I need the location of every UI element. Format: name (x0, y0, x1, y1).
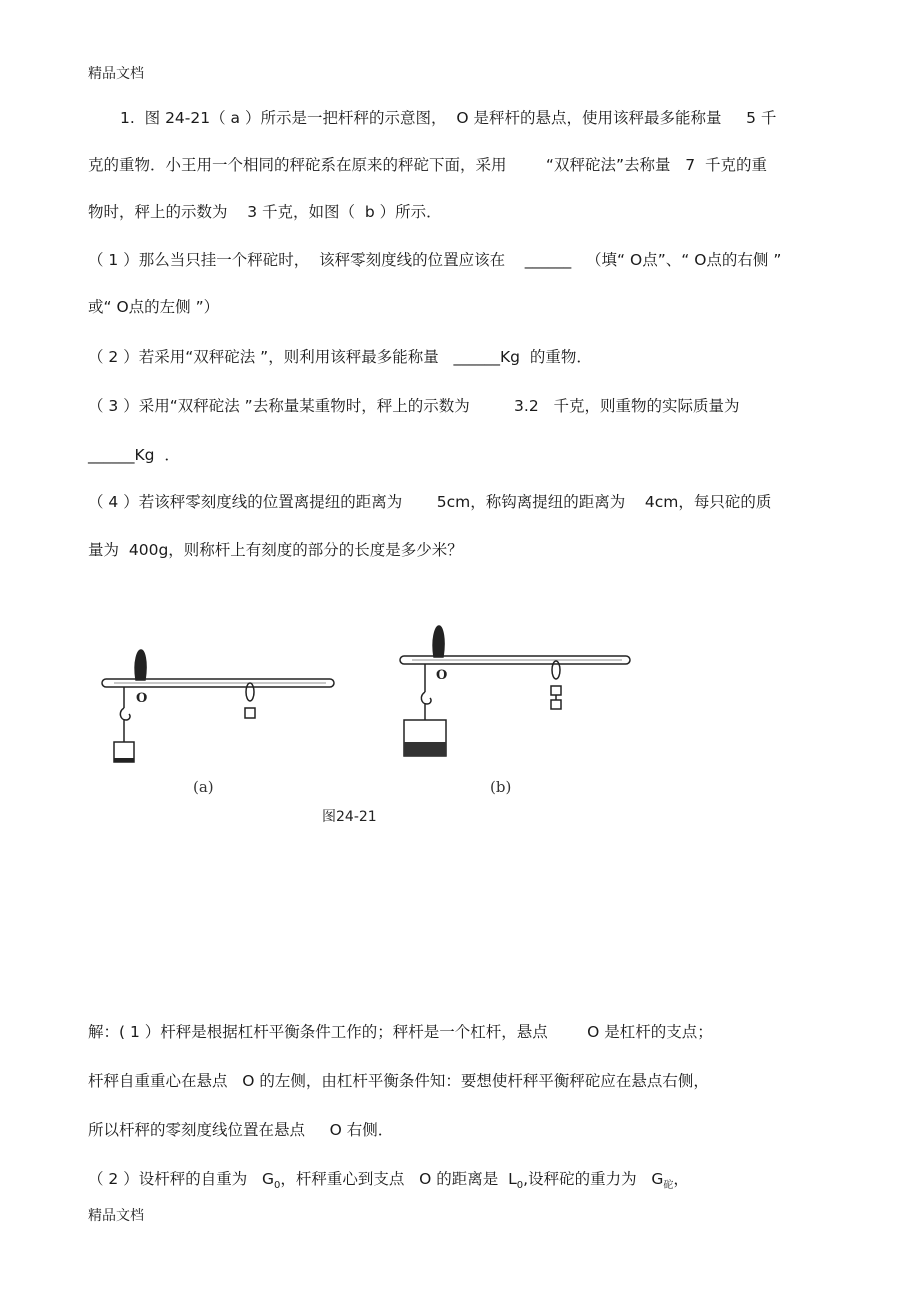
steelyard-b (400, 626, 630, 756)
solution-line-1: 解：( 1 ）杆秤是根据杠杆平衡条件工作的；秤杆是一个杠杆，悬点 O 是杠杆的支点； (88, 1023, 713, 1041)
solution-part2-mid1: ，杆秤重心到支点 O 的距离是 L (280, 1170, 517, 1188)
pivot-label-a: O (136, 691, 148, 706)
question-part3-line-2: ______Kg ． (88, 446, 180, 464)
solution-line-3: 所以杆秤的零刻度线位置在悬点 O 右侧． (88, 1121, 394, 1139)
solution-part2-mid2: ,设秤砣的重力为 G (523, 1170, 664, 1188)
steelyard-figure (90, 620, 650, 840)
question-part4-line-2: 量为 400g，则称杆上有刻度的部分的长度是多少米？ (88, 541, 463, 559)
lift-handle-b (433, 626, 444, 657)
figure-label-b: (b) (490, 778, 512, 796)
question-part4-line-1: （ 4 ）若该秤零刻度线的位置离提纽的距离为 5cm，称钩离提纽的距离为 4cm，每只砣的质 (88, 493, 772, 511)
page-header: 精品文档 (88, 66, 144, 82)
steelyard-a (102, 650, 334, 762)
question-intro-line-2: 克的重物．小王用一个相同的秤砣系在原来的秤砣下面，采用 “双秤砣法”去称量 7 千克的重 (88, 156, 767, 174)
solution-part2-line (88, 1169, 689, 1196)
figure-label-a: (a) (193, 778, 214, 796)
counterpoise-b-lower (551, 700, 561, 709)
solution-part2-prefix: （ 2 ）设杆秤的自重为 G (88, 1170, 275, 1188)
question-part1-line-1: （ 1 ）那么当只挂一个秤砣时， 该秤零刻度线的位置应该在 ______ （填“ O点”、“ O点的右侧 ” (88, 251, 782, 269)
solution-line-2: 杆秤自重重心在悬点 O 的左侧，由杠杆平衡条件知：要想使杆秤平衡秤砣应在悬点右侧， (88, 1072, 709, 1090)
counterpoise-a (245, 708, 255, 718)
page-footer: 精品文档 (88, 1208, 144, 1224)
question-intro-line-1: 1. 图 24-21（ a ）所示是一把杆秤的示意图， O 是秤杆的悬点，使用该秤最多能称量 5 千 (120, 109, 777, 127)
solution-part2-sub-g0: 0 (274, 1180, 281, 1192)
lift-handle-a (135, 650, 146, 680)
question-part3-line-1: （ 3 ）采用“双秤砣法 ”去称量某重物时，秤上的示数为 3.2 千克，则重物的实际质量为 (88, 397, 740, 415)
question-part2-line: （ 2 ）若采用“双秤砣法 ”，则利用该秤最多能称量 ______Kg 的重物． (88, 348, 592, 366)
figure-caption: 图24-21 (322, 809, 377, 825)
solution-part2-sub-tuo: 砣 (663, 1180, 674, 1192)
solution-part2-sub-l0: 0 (516, 1180, 524, 1192)
question-part1-line-2: 或“ O点的左侧 ”） (88, 298, 220, 316)
counterpoise-b-upper (551, 686, 561, 695)
hook-b (421, 692, 431, 704)
hook-a (120, 708, 130, 720)
solution-part2-end: ， (673, 1170, 689, 1188)
pivot-label-b: O (436, 668, 448, 683)
question-intro-line-3: 物时，秤上的示数为 3 千克，如图（ b ）所示． (88, 203, 442, 221)
